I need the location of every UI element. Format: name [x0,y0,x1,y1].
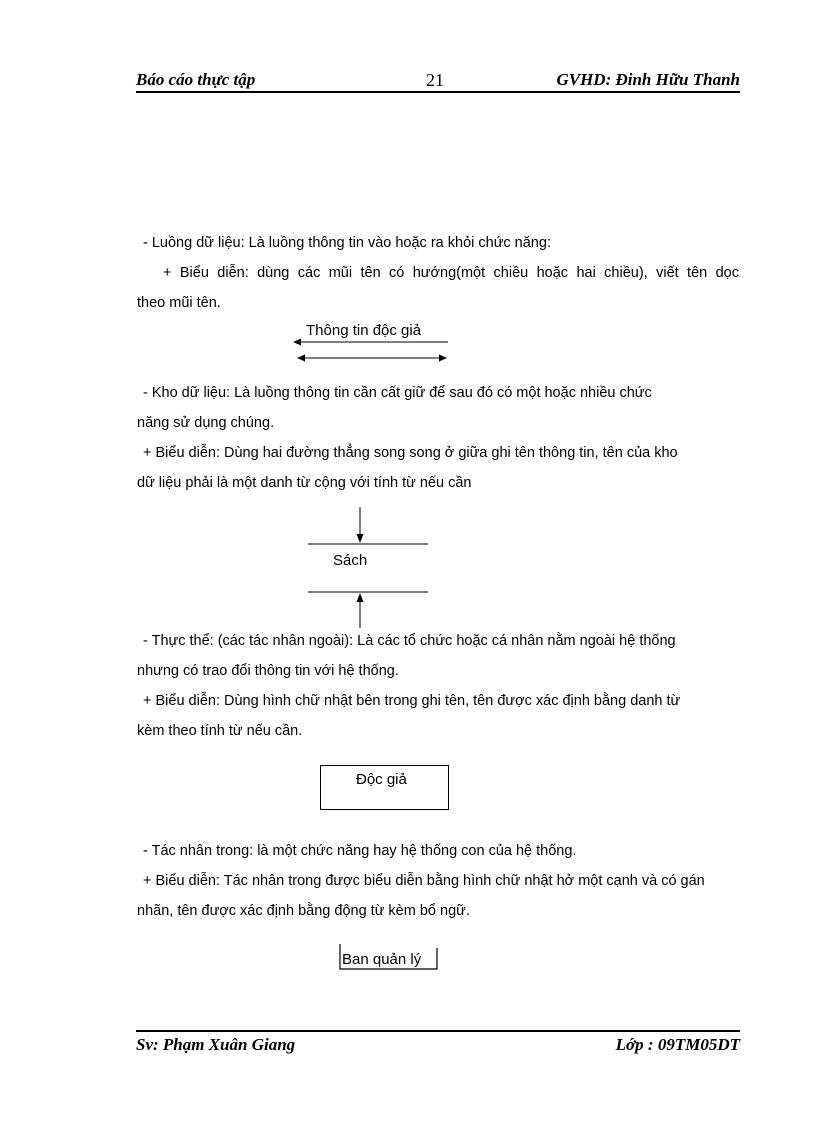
page-number: 21 [426,70,444,90]
section-data-flow [137,228,739,318]
paragraph-line: nhưng có trao đổi thông tin với hệ thống. [137,663,399,679]
data-flow-label: Thông tin độc giả [306,322,422,339]
data-flow-arrows [290,334,455,368]
section-internal-agent [137,836,739,926]
one-way-arrow [293,339,448,346]
header-rule [136,91,740,93]
two-way-arrow [297,355,447,362]
footer-right: Lớp : 09TM05DT [615,1035,740,1054]
paragraph-line: + Biểu diễn: Tác nhân trong được biểu diễn bằng hình chữ nhật hở một cạnh và có gán [143,873,705,889]
paragraph-line: năng sử dụng chúng. [137,415,275,431]
paragraph-line: - Thực thể: (các tác nhân ngoài): Là các tổ chức hoặc cá nhân nằm ngoài hệ thống [143,633,676,649]
paragraph-line: - Kho dữ liệu: Là luồng thông tin cần cất giữ để sau đó có một hoặc nhiều chức [143,385,652,401]
paragraph-line: dữ liệu phải là một danh từ cộng với tính từ nếu cần [137,475,472,491]
data-store-label: Sách [333,552,368,569]
header-left: Báo cáo thực tập [136,70,256,89]
paragraph-line: theo mũi tên. [137,295,221,311]
entity-label: Độc giả [356,771,407,788]
footer-rule [136,1030,740,1032]
section-data-store [137,378,739,498]
up-arrow-icon [357,593,364,628]
down-arrow-icon [357,507,364,543]
paragraph-line: nhãn, tên được xác định bằng động từ kèm bổ ngữ. [137,903,470,919]
footer-left: Sv: Phạm Xuân Giang [136,1035,296,1054]
section-entity [137,626,739,746]
paragraph-line: kèm theo tính từ nếu cần. [137,723,303,739]
internal-agent-label: Ban quản lý [342,951,422,968]
data-store-diagram [300,505,435,630]
paragraph-line: + Biểu diễn: Dùng hai đường thẳng song song ở giữa ghi tên thông tin, tên của kho [143,445,678,461]
paragraph-line: + Biểu diễn: Dùng hình chữ nhật bên trong ghi tên, tên được xác định bằng danh từ [143,693,681,709]
paragraph-line: - Luồng dữ liệu: Là luồng thông tin vào hoặc ra khỏi chức năng: [143,235,551,251]
paragraph-line: - Tác nhân trong: là một chức năng hay hệ thống con của hệ thống. [143,843,577,859]
paragraph-line: + Biểu diễn: dùng các mũi tên có hướng(một chiều hoặc hai chiều), viết tên dọc [163,265,739,281]
header-right: GVHD: Đinh Hữu Thanh [556,70,740,89]
